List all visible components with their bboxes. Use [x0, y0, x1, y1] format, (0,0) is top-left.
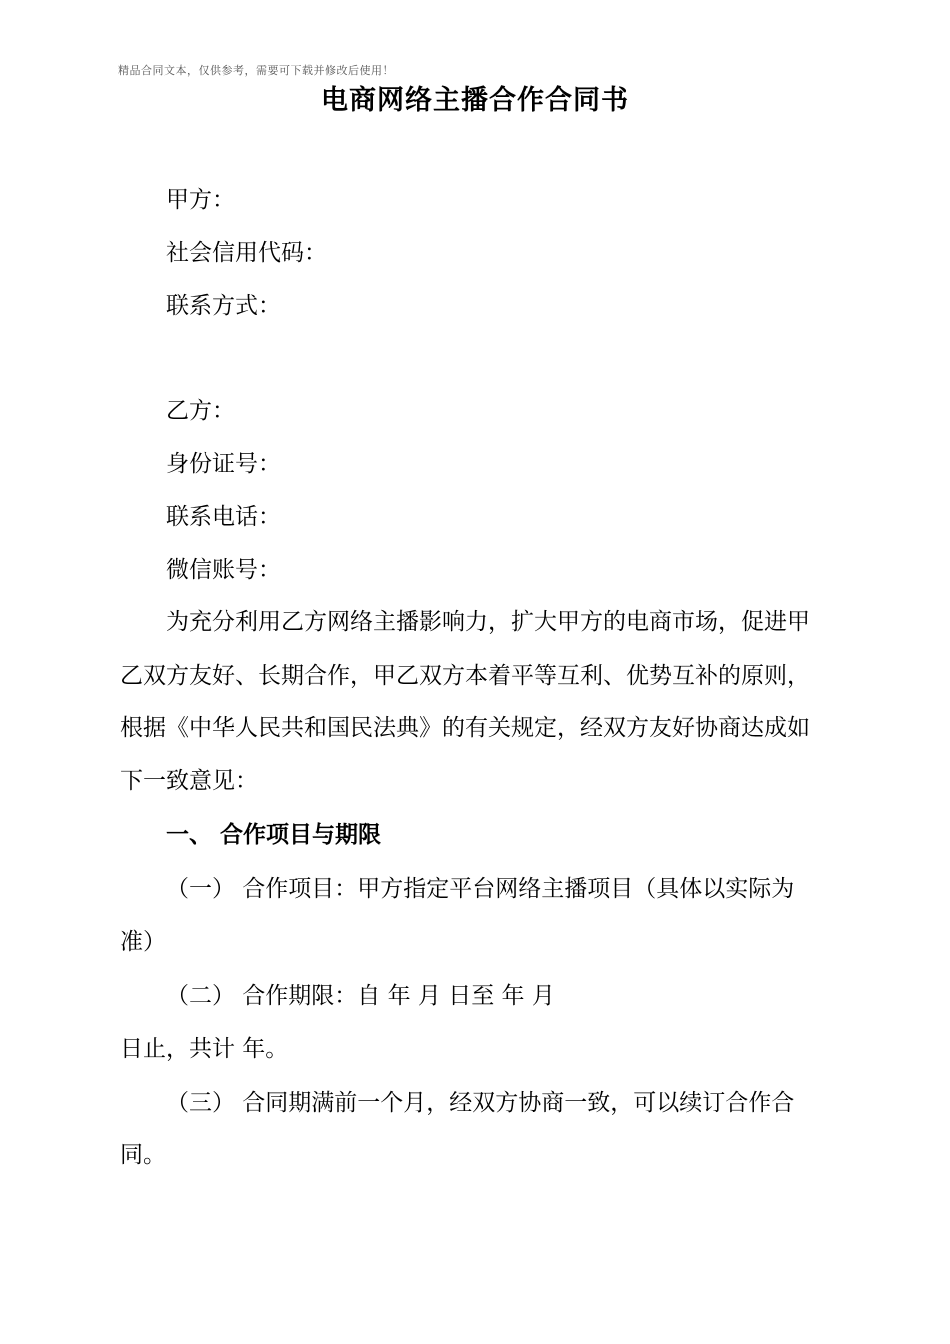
- party-a-contact-label: 联系方式：: [166, 293, 281, 319]
- preamble-line: 根据《中华人民共和国民法典》的有关规定，经双方友好协商达成如: [120, 715, 810, 741]
- clause-line: 同。: [120, 1142, 166, 1168]
- preamble-line: 为充分利用乙方网络主播影响力，扩大甲方的电商市场，促进甲: [166, 609, 810, 635]
- party-a-credit-code-label: 社会信用代码：: [166, 240, 327, 266]
- preamble-line: 乙双方友好、长期合作，甲乙双方本着平等互利、优势互补的原则，: [120, 663, 810, 689]
- clause-line: （一） 合作项目：甲方指定平台网络主播项目（具体以实际为: [166, 876, 795, 902]
- party-b-name-label: 乙方：: [166, 398, 235, 424]
- party-b-phone-label: 联系电话：: [166, 504, 281, 530]
- watermark-text: 精品合同文本，仅供参考，需要可下载并修改后使用！: [118, 64, 394, 77]
- clause-line: （二） 合作期限：自 年 月 日至 年 月: [166, 983, 555, 1009]
- section-heading: 一、 合作项目与期限: [166, 822, 382, 848]
- clause-line: 日止，共计 年。: [120, 1036, 289, 1062]
- party-a-name-label: 甲方：: [166, 187, 235, 213]
- preamble-line: 下一致意见：: [120, 768, 258, 794]
- clause-line: 准）: [120, 929, 166, 955]
- party-b-id-label: 身份证号：: [166, 451, 281, 477]
- document-title: 电商网络主播合作合同书: [321, 85, 629, 116]
- party-b-wechat-label: 微信账号：: [166, 557, 281, 583]
- clause-line: （三） 合同期满前一个月，经双方协商一致，可以续订合作合: [166, 1090, 795, 1116]
